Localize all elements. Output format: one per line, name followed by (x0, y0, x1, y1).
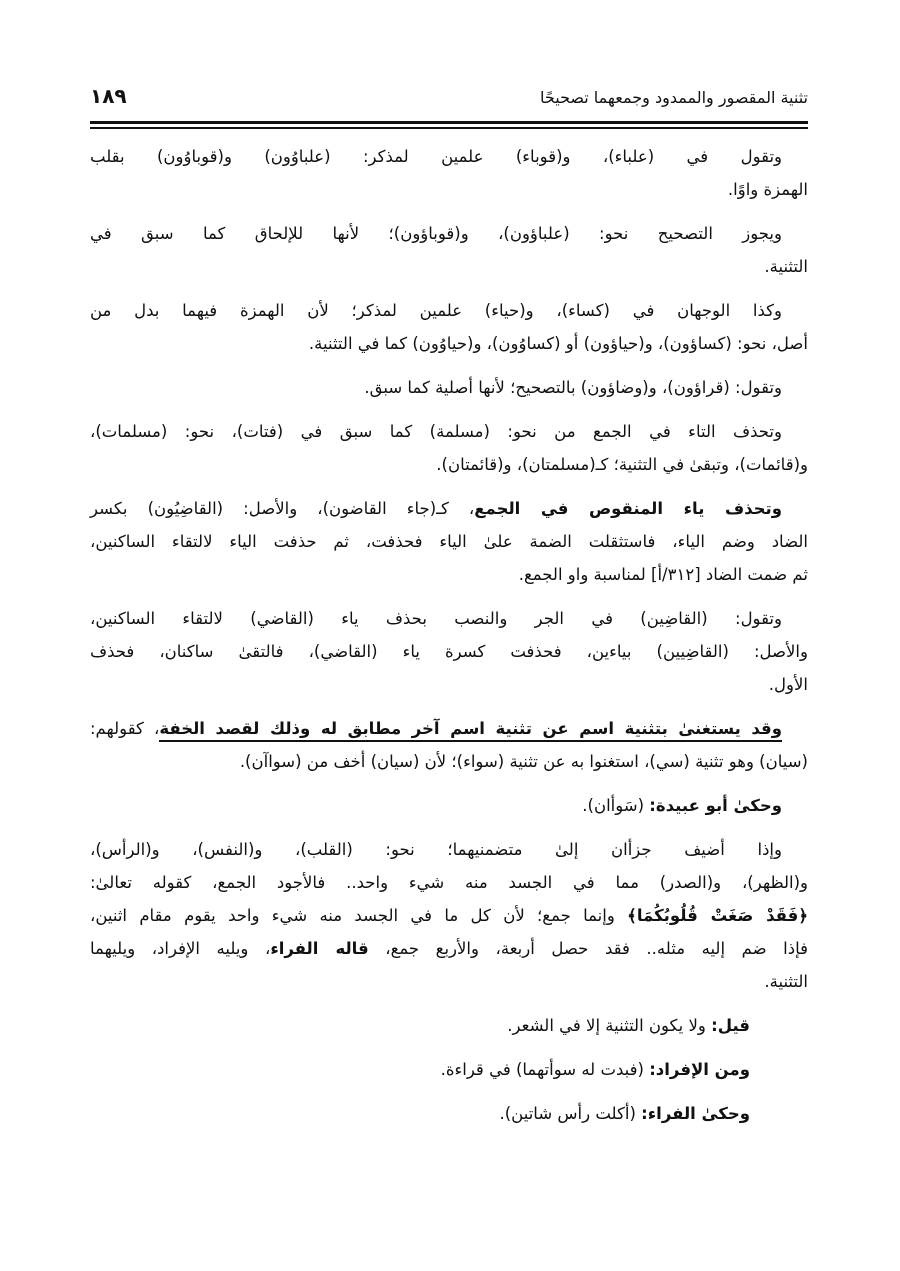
text-segment: (أكلت رأس شاتين). (499, 1104, 642, 1123)
running-title: تثنية المقصور والممدود وجمعهما تصحيحًا (540, 88, 808, 107)
text-line (90, 602, 808, 635)
text-segment: وتحذف التاء في الجمع من نحو: (مسلمة) كما سبق في (فتات)، نحو: (مسلمات)، (90, 422, 782, 441)
text-line (90, 371, 808, 404)
text-line (90, 789, 808, 822)
paragraph (90, 602, 808, 701)
text-line (90, 415, 808, 448)
text-line (90, 558, 808, 591)
page-header (90, 84, 808, 114)
paragraph (90, 371, 808, 404)
text-line (90, 668, 808, 701)
text-segment: و(قائمات)، وتبقىٰ في التثنية؛ كـ(مسلمتان)، و(قائمتان). (436, 455, 808, 474)
paragraph (90, 140, 808, 206)
paragraph (90, 1097, 808, 1130)
text-line (90, 1053, 808, 1086)
paragraph (90, 217, 808, 283)
paragraph (90, 789, 808, 822)
text-segment: ثم ضمت الضاد [٣١٢/أ] لمناسبة واو الجمع. (518, 565, 808, 584)
bold-text: وقد يستغنىٰ بتثنية اسم عن تثنية اسم آخر مطابق له وذلك لقصد الخفة (159, 719, 782, 742)
text-segment: وتقول: (قراؤون)، و(وضاؤون) بالتصحيح؛ لأنها أصلية كما سبق. (364, 378, 782, 397)
text-segment: والأصل: (القاضِيين) بياءين، فحذفت كسرة ياء (القاضي)، فالتقىٰ ساكنان، فحذف (90, 642, 808, 661)
paragraph (90, 1009, 808, 1042)
text-segment: ولا يكون التثنية إلا في الشعر. (507, 1016, 712, 1035)
paragraph (90, 492, 808, 591)
text-line (90, 965, 808, 998)
text-line (90, 932, 808, 965)
text-line (90, 899, 808, 932)
text-segment: الهمزة واوًا. (727, 180, 808, 199)
bold-text: وحكىٰ الفراء: (641, 1104, 750, 1123)
text-line (90, 635, 808, 668)
paragraph (90, 1053, 808, 1086)
page-number: ١٨٩ (90, 84, 127, 108)
text-line (90, 173, 808, 206)
text-segment: ، ويليه الإفراد، ويليهما (90, 939, 271, 958)
text-segment: وتقول في (علباء)، و(قوباء) علمين لمذكر: (علباوُون) و(قوباوُون) بقلب (90, 147, 782, 166)
text-segment: التثنية. (764, 257, 808, 276)
text-segment: (فبدت له سوأتهما) في قراءة. (440, 1060, 650, 1079)
text-line (90, 745, 808, 778)
bold-text: قاله الفراء (270, 939, 369, 958)
text-line (90, 525, 808, 558)
page-body (90, 140, 808, 1141)
paragraph (90, 712, 808, 778)
text-segment: ويجوز التصحيح نحو: (علباؤون)، و(قوباؤون)؛ لأنها للإلحاق كما سبق في (90, 224, 782, 243)
text-line (90, 140, 808, 173)
text-line (90, 866, 808, 899)
text-line (90, 327, 808, 360)
text-segment: الأول. (768, 675, 808, 694)
text-line (90, 217, 808, 250)
bold-text: وحكىٰ أبو عبيدة: (649, 796, 782, 815)
paragraph (90, 833, 808, 998)
header-rule-thin (90, 127, 808, 129)
text-line (90, 1097, 808, 1130)
paragraph (90, 415, 808, 481)
bold-text: قيل: (711, 1016, 750, 1035)
text-line (90, 712, 808, 745)
text-line (90, 492, 808, 525)
text-line (90, 294, 808, 327)
paragraph (90, 294, 808, 360)
text-segment: (سيان) وهو تثنية (سي)، استغنوا به عن تثنية (سواء)؛ لأن (سيان) أخف من (سواآن). (239, 752, 808, 771)
text-segment: ، كـ(جاء القاضون)، والأصل: (القاضِيُون) بكسر (90, 499, 475, 518)
text-segment: وإذا أضيف جزأان إلىٰ متضمنيهما؛ نحو: (القلب)، و(النفس)، و(الرأس)، (90, 840, 782, 859)
text-segment: و(الظهر)، و(الصدر) مما في الجسد منه شيء واحد.. فالأجود الجمع، كقوله تعالىٰ: (90, 873, 808, 892)
bold-text: ﴿فَقَدْ صَغَتْ قُلُوبُكُمَا﴾ (627, 906, 808, 925)
text-segment: أصل، نحو: (كساؤون)، و(حياؤون) أو (كساوُون)، و(حياوُون) كما في التثنية. (308, 334, 808, 353)
text-segment: التثنية. (764, 972, 808, 991)
text-segment: ، كقولهم: (90, 719, 160, 738)
text-line (90, 1009, 808, 1042)
text-line (90, 833, 808, 866)
text-line (90, 448, 808, 481)
text-segment: وتقول: (القاضِين) في الجر والنصب بحذف ياء (القاضي) لالتقاء الساكنين، (90, 609, 782, 628)
text-segment: الضاد وضم الياء، فاستثقلت الضمة علىٰ الياء فحذفت، ثم حذفت الياء لالتقاء الساكنين، (90, 532, 808, 551)
text-segment: (سَوأان). (582, 796, 650, 815)
text-segment: وكذا الوجهان في (كساء)، و(حياء) علمين لمذكر؛ لأن الهمزة فيهما بدل من (90, 301, 782, 320)
bold-text: ومن الإفراد: (649, 1060, 750, 1079)
text-segment: وإنما جمع؛ لأن كل ما في الجسد منه شيء واحد يقوم مقام اثنين، (90, 906, 628, 925)
bold-text: وتحذف ياء المنقوص في الجمع (474, 499, 783, 518)
text-line (90, 250, 808, 283)
header-rule-thick (90, 121, 808, 124)
text-segment: فإذا ضم إليه مثله.. فقد حصل أربعة، والأربع جمع، (368, 939, 809, 958)
